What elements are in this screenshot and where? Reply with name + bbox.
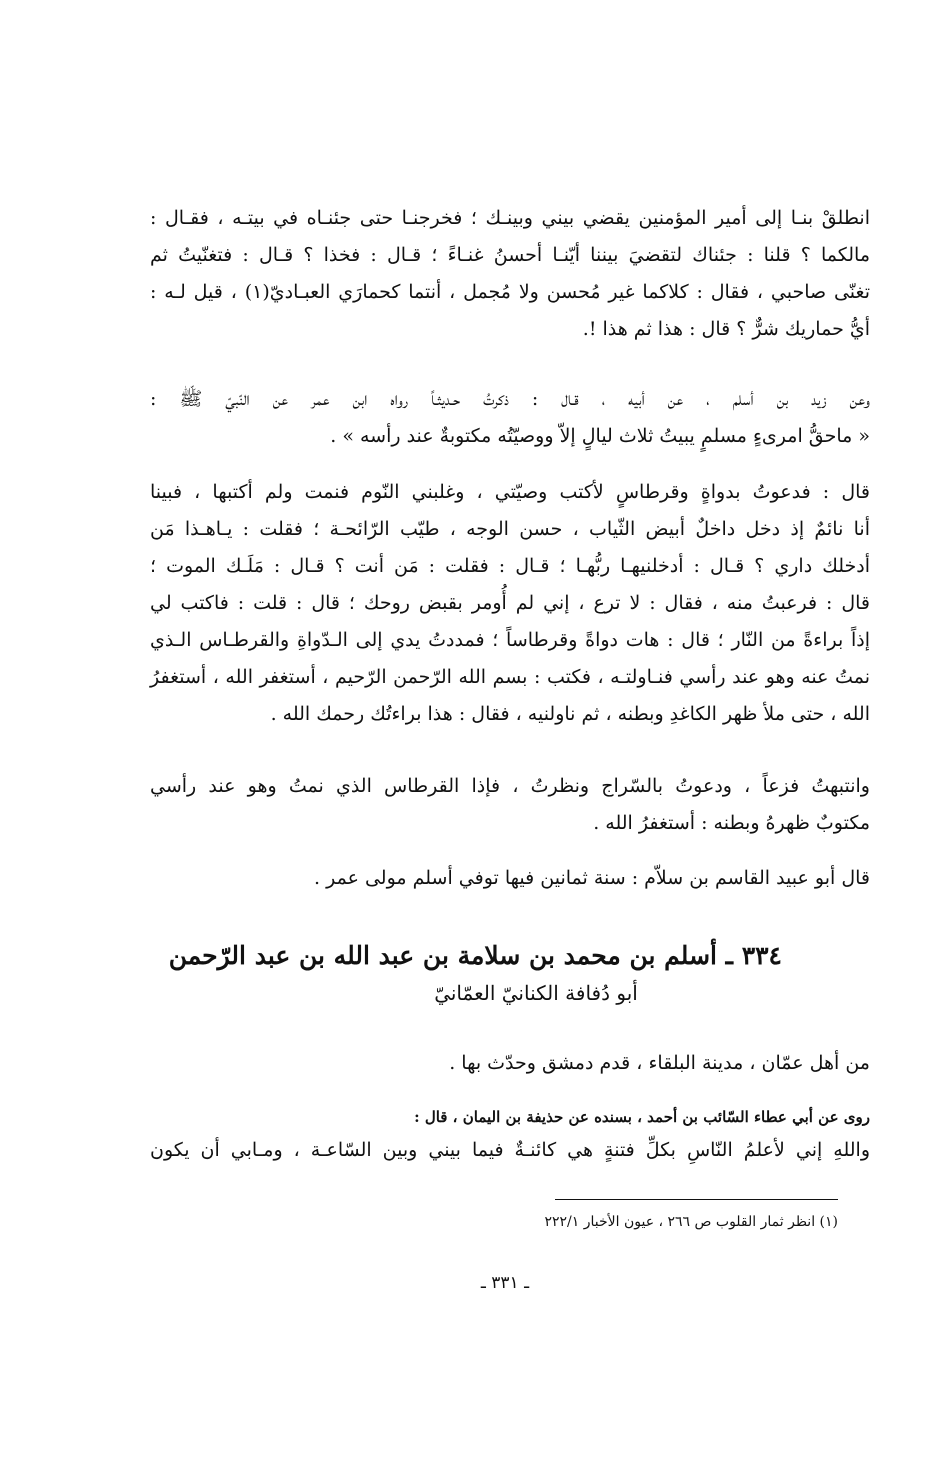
text-line: مكتوبٌ ظهرهُ وبطنه : أستغفرُ الله . xyxy=(593,812,870,834)
paragraph-3 xyxy=(150,474,870,733)
paragraph-2 xyxy=(150,381,870,455)
bio-paragraph xyxy=(150,1045,870,1082)
entry-subtitle: أبو دُفافة الكنانيّ العمّانيّ xyxy=(434,981,638,1005)
text-line: قال : فدعوتُ بدواةٍ وقرطاسٍ لأكتب وصيّتي ، وغلبني النّوم فنمت ولم أكتبها ، فبينا xyxy=(150,481,870,503)
paragraph-1 xyxy=(150,200,870,348)
footnote-separator xyxy=(555,1199,838,1200)
text-line: الله ، حتى ملأ ظهر الكاغدِ وبطنه ، ثم ناولنيه ، فقال : هذا براءتُك رحمك الله . xyxy=(270,703,870,725)
entry-title: ٣٣٤ ـ أسلم بن محمد بن سلامة بن عبد الله بن عبد الرّحمن xyxy=(168,941,782,970)
bio-line: من أهل عمّان ، مدينة البلقاء ، قدم دمشق وحدّث بها . xyxy=(449,1052,870,1074)
text-line: قال : فرعبتُ منه ، فقال : لا ترع ، إني لم أُومر بقبض روحك ؛ قال : قلت : فاكتب لي xyxy=(150,592,870,614)
paragraph-5 xyxy=(150,860,870,897)
text-line: أيُّ حماريك شرٌّ ؟ قال : هذا ثم هذا !. xyxy=(582,318,870,340)
text-line: قال أبو عبيد القاسم بن سلاّم : سنة ثمانين فيها توفي أسلم مولى عمر . xyxy=(314,867,870,889)
text-line: أنا نائمٌ إذ دخل داخلٌ أبيض الثّياب ، حسن الوجه ، طيّب الرّائحـة ؛ فقلت : يـاهـذا مَن xyxy=(150,518,870,540)
page-number: ـ ٣٣١ ـ xyxy=(480,1273,530,1293)
text-line: وعن زيد بن أسلم ، عن أبيه ، قـال : ذكرتُ حـديثـاً رواه ابن عمر عن النّبيّ ﷺ : xyxy=(150,388,870,410)
paragraph-4 xyxy=(150,768,870,842)
text-line: نمتُ عنه وهو عند رأسي فنـاولتـه ، فكتب : بسم الله الرّحمن الرّحيم ، أستغفر الله ، أستغفرُ xyxy=(150,666,870,688)
text-line: تغنّى صاحبي ، فقال : كلاكما غير مُحسن ولا مُجمل ، أنتما كحمارَي العبـاديّ(١) ، قيل لـه : xyxy=(150,281,870,303)
text-line: وانتبهتُ فزعاً ، ودعوتُ بالسّراج ونظرتُ ، فإذا القرطاس الذي نمتُ وهو عند رأسي xyxy=(150,775,870,797)
isnad-paragraph xyxy=(150,1102,870,1169)
entry-heading xyxy=(150,935,782,1009)
text-line: « ماحقُّ امرىءٍ مسلمٍ يبيتُ ثلاث ليالٍ إلاّ ووصيّتُه مكتوبةٌ عند رأسه » . xyxy=(330,425,870,447)
text-line: مالكما ؟ قلنا : جئناك لتقضيَ بيننا أيّنـا أحسنُ غنـاءً ؛ قـال : فخذا ؟ قـال : فتغنّيتُ ثم xyxy=(150,244,870,266)
hadith-line: واللهِ إني لأعلمُ النّاسِ بكلِّ فتنةٍ هي كائنـةٌ فيما بيني وبين السّاعـة ، ومـابي أن يكون xyxy=(150,1139,870,1161)
text-line: انطلقْ بنـا إلى أمير المؤمنين يقضي بيني وبينـك ؛ فخرجنـا حتى جئنـاه في بيتـه ، فقـال : xyxy=(150,207,870,229)
text-line: أدخلك داري ؟ قـال : أدخلنيهـا ربُّهـا ؛ قـال : فقلت : مَن أنت ؟ قـال : مَلَـك الموت ؛ xyxy=(150,555,870,577)
isnad-line: روى عن أبي عطاء السّائب بن أحمد ، بسنده عن حذيفة بن اليمان ، قال : xyxy=(414,1108,870,1126)
footnote: (١) انظر ثمار القلوب ص ٢٦٦ ، عيون الأخبار ٢٢٢/١ xyxy=(544,1214,838,1230)
text-line: إذاً براءةً من النّار ؛ قال : هات دواةً وقرطاساً ؛ فمددتُ يدي إلى الـدّواةِ والقرطـاس الـذي xyxy=(150,629,870,651)
